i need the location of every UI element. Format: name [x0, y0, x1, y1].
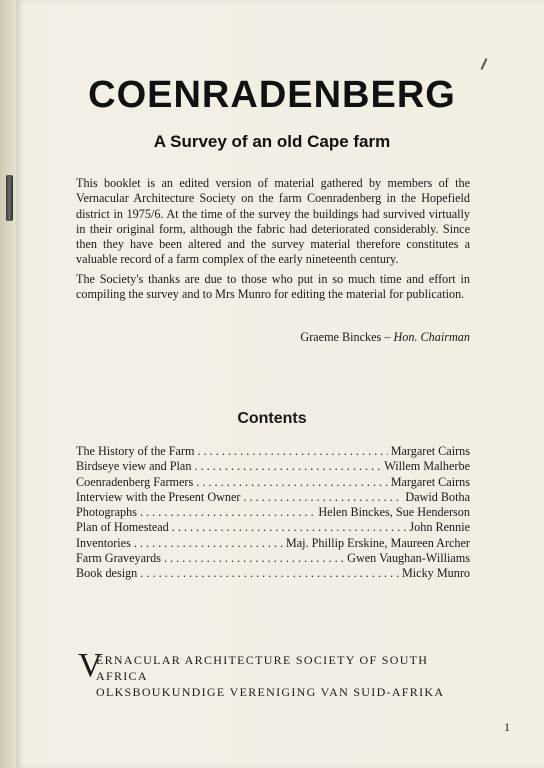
contents-item-title: Farm Graveyards — [76, 551, 161, 566]
contents-item-title: Birdseye view and Plan — [76, 459, 192, 474]
society-name-afrikaans: OLKSBOUKUNDIGE VERENIGING VAN SUID-AFRIKA — [96, 685, 445, 699]
contents-item — [76, 475, 470, 490]
contents-item — [76, 551, 470, 566]
intro-text — [76, 176, 470, 306]
contents-item — [76, 566, 470, 581]
dot-leader — [196, 475, 387, 490]
society-name-english: ERNACULAR ARCHITECTURE SOCIETY OF SOUTH AFRICA — [96, 653, 429, 683]
contents-item-author: Micky Munro — [401, 566, 470, 581]
society-imprint — [78, 647, 478, 700]
contents-item-title: Interview with the Present Owner — [76, 489, 241, 504]
society-initial: V — [78, 647, 104, 684]
dot-leader — [140, 566, 399, 581]
signature-name: Graeme Binckes – — [300, 330, 394, 344]
dot-leader — [140, 505, 315, 520]
document-title: COENRADENBERG — [88, 74, 456, 116]
contents-item-author: John Rennie — [409, 520, 470, 535]
signature-role: Hon. Chairman — [393, 330, 470, 344]
contents-item-title: The History of the Farm — [76, 444, 195, 458]
dot-leader — [172, 520, 407, 535]
dot-leader — [164, 551, 344, 566]
dot-leader — [243, 490, 402, 505]
contents-item — [76, 490, 470, 505]
contents-heading: Contents — [237, 410, 307, 427]
society-lines — [96, 652, 478, 700]
contents-item-title: Plan of Homestead — [76, 520, 169, 535]
contents-item — [76, 520, 470, 535]
contents-item — [76, 536, 470, 551]
dot-leader — [197, 444, 387, 459]
dot-leader — [194, 459, 381, 474]
intro-paragraph-1: This booklet is an edited version of material gathered by members of the Vernacular Architecture Society on the farm Coenradenberg in the Hopefield district in 1975/6. At the time of the survey the buildings had survived virtually in their original form, although the fabric had deteriorated considerably. Since then they have been altered and the survey material therefore constitutes a valuable record of a farm complex of the early nineteenth century. — [76, 176, 470, 267]
contents-item-title: Book design — [76, 566, 138, 581]
contents-item-title: Inventories — [76, 535, 131, 550]
contents-item-author: Gwen Vaughan-Williams — [347, 551, 470, 566]
intro-paragraph-2: The Society's thanks are due to those who put in so much time and effort in compiling the survey and to Mrs Munro for editing the material for publication. — [76, 271, 470, 302]
signature — [76, 330, 470, 345]
contents-list — [76, 444, 470, 582]
staple-mark — [6, 175, 13, 221]
contents-item-author: Dawid Botha — [405, 489, 470, 504]
contents-item-author: Margaret Cairns — [390, 444, 470, 458]
contents-item — [76, 459, 470, 474]
contents-item-author: Willem Malherbe — [384, 459, 470, 474]
document-subtitle: A Survey of an old Cape farm — [153, 132, 391, 151]
contents-item-author: Margaret Cairns — [390, 474, 470, 489]
contents-item-author: Helen Binckes, Sue Henderson — [318, 505, 470, 520]
contents-item-title: Coenradenberg Farmers — [76, 474, 194, 489]
page-number: 1 — [504, 720, 510, 734]
contents-item-author: Maj. Phillip Erskine, Maureen Archer — [285, 535, 470, 550]
dot-leader — [134, 536, 283, 551]
contents-item-title: Photographs — [76, 505, 137, 520]
contents-item — [76, 505, 470, 520]
contents-item — [76, 444, 470, 459]
